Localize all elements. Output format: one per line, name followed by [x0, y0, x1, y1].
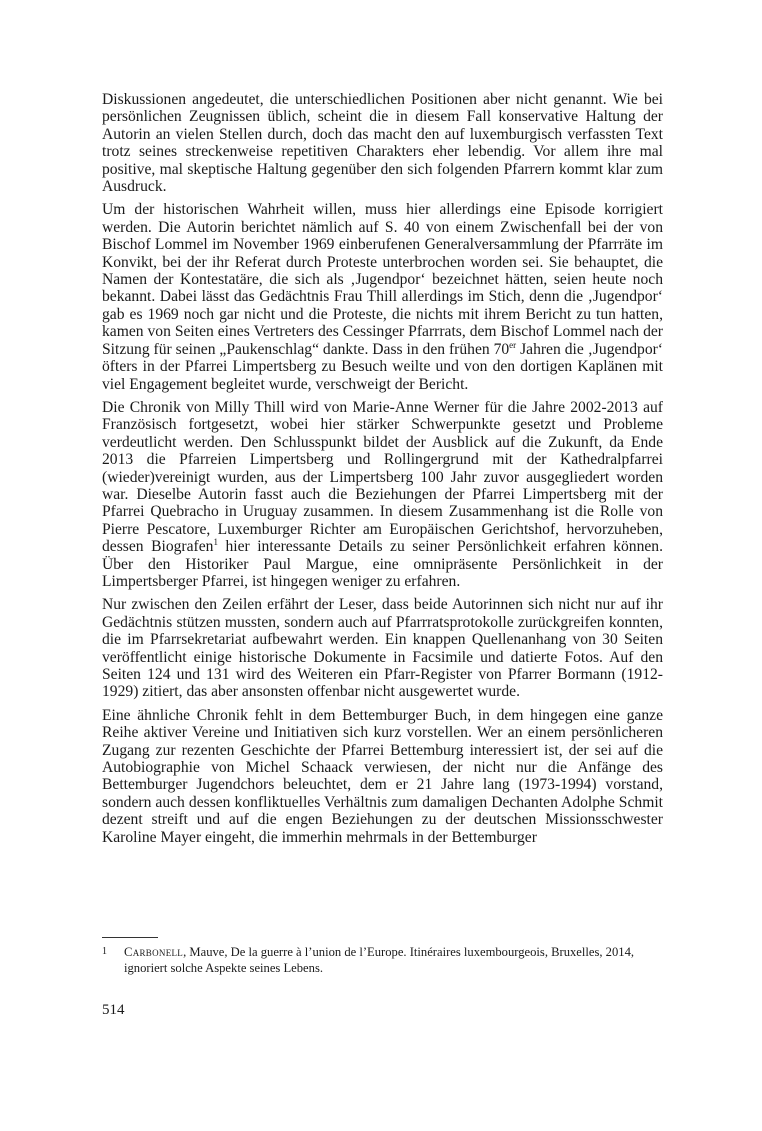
paragraph-3-text-cont: hier interessante Details zu seiner Persönlichkeit erfahren können. Über den Historiker Paul Margue, eine omnipräsente Persönlichkeit in der Limpertsberger Pfarrei, ist hingegen weniger zu erfahren. [102, 538, 663, 590]
footnote-author: Carbonell [124, 945, 184, 959]
footnote-ref: 1 [213, 537, 218, 548]
paragraph-2-text: Um der historischen Wahrheit willen, muss hier allerdings eine Episode korrigiert werden. Die Autorin berichtet nämlich auf S. 40 von einem Zwischenfall bei der von Bischof Lommel im November 1969 einberufenen Generalversammlung der Pfarrräte im Konvikt, bei der ihr Referat durch Proteste unterbrochen worden sei. Sie behauptet, die Namen der Kontestatäre, die sich als ‚Jugendpor‘ bezeichnet hätten, seien heute noch bekannt. Dabei lässt das Gedächtnis Frau Thill allerdings im Stich, denn die ‚Jugendpor‘ gab es 1969 noch gar nicht und die Proteste, die nichts mit ihrem Bericht zu tun hatten, kamen von Seiten eines Vertreters des Cessinger Pfarrrats, dem Bischof Lommel nach der Sitzung für seinen „Paukenschlag“ dankte. Dass in den frühen 70 [102, 201, 663, 358]
footnote-text [124, 944, 663, 977]
footnote-body: , Mauve, De la guerre à l’union de l’Europe. Itinéraires luxembourgeois, Bruxelles, 2014, ignoriert solche Aspekte seines Lebens. [124, 945, 635, 976]
superscript-er: er [509, 339, 517, 350]
paragraph-4: Nur zwischen den Zeilen erfährt der Leser, dass beide Autorinnen sich nicht nur auf ihr Gedächtnis stützen mussten, sondern auch auf Pfarrratsprotokolle zurückgreifen konnten, die im Pfarrsekretariat aufbewahrt werden. Ein knappen Quellenanhang von 30 Seiten veröffentlicht einige historische Dokumente in Facsimile und datierte Fotos. Auf den Seiten 124 und 131 wird des Weiteren ein Pfarr-Register von Pfarrer Bormann (1912-1929) zitiert, das aber ansonsten offenbar nicht ausgewertet wurde. [102, 596, 663, 701]
footnote-divider [102, 937, 158, 938]
paragraph-3-text: Die Chronik von Milly Thill wird von Marie-Anne Werner für die Jahre 2002-2013 auf Französisch fortgesetzt, wobei hier stärker Schwerpunkte gesetzt und Probleme verdeutlicht werden. Den Schlusspunkt bildet der Ausblick auf die Zukunft, da Ende 2013 die Pfarreien Limpertsberg und Rollingergrund mit der Kathedralpfarrei (wieder)vereinigt wurden, aus der Limpertsberg 100 Jahr zuvor ausgegliedert worden war. Dieselbe Autorin fasst auch die Beziehungen der Pfarrei Limpertsberg mit der Pfarrei Quebracho in Uruguay zusammen. In diesem Zusammenhang ist die Rolle von Pierre Pescatore, Luxemburger Richter am Europäischen Gerichtshof, hervorzuheben, dessen Biografen [102, 398, 663, 556]
paragraph-2-text-cont: Jahren die ‚Jugendpor‘ öfters in der Pfarrei Limpertsberg zu Besuch weilte und von den dortigen Kaplänen mit viel Engagement begleitet wurde, verschweigt der Bericht. [102, 340, 663, 393]
footnote-number: 1 [102, 946, 107, 957]
body-text [102, 91, 663, 852]
page-number: 514 [102, 1002, 125, 1018]
paragraph-5: Eine ähnliche Chronik fehlt in dem Bettemburger Buch, in dem hingegen eine ganze Reihe aktiver Vereine und Initiativen sich kurz vorstellen. Wer an einem persönlicheren Zugang zur rezenten Geschichte der Pfarrei Bettemburg interessiert ist, der sei auf die Autobiographie von Michel Schaack verwiesen, der nicht nur die Anfänge des Bettemburger Jugendchors beleuchtet, dem er 21 Jahre lang (1973-1994) vorstand, sondern auch dessen konfliktuelles Verhältnis zum damaligen Dechanten Adolphe Schmit dezent streift und auf die engen Beziehungen zu der deutschen Missionsschwester Karoline Mayer eingeht, die immerhin mehrmals in der Bettemburger [102, 706, 663, 846]
paragraph-1: Diskussionen angedeutet, die unterschiedlichen Positionen aber nicht genannt. Wie bei persönlichen Zeugnissen üblich, scheint die in diesem Fall konservative Haltung der Autorin an vielen Stellen durch, doch das macht den auf luxemburgisch verfassten Text trotz seines streckenweise repetitiven Charakters eher lebendig. Vor allem ihre mal positive, mal skeptische Haltung gegenüber den sich folgenden Pfarrern kommt klar zum Ausdruck. [102, 91, 663, 196]
paragraph-2 [102, 201, 663, 392]
paragraph-3 [102, 399, 663, 590]
footnote [102, 944, 663, 977]
